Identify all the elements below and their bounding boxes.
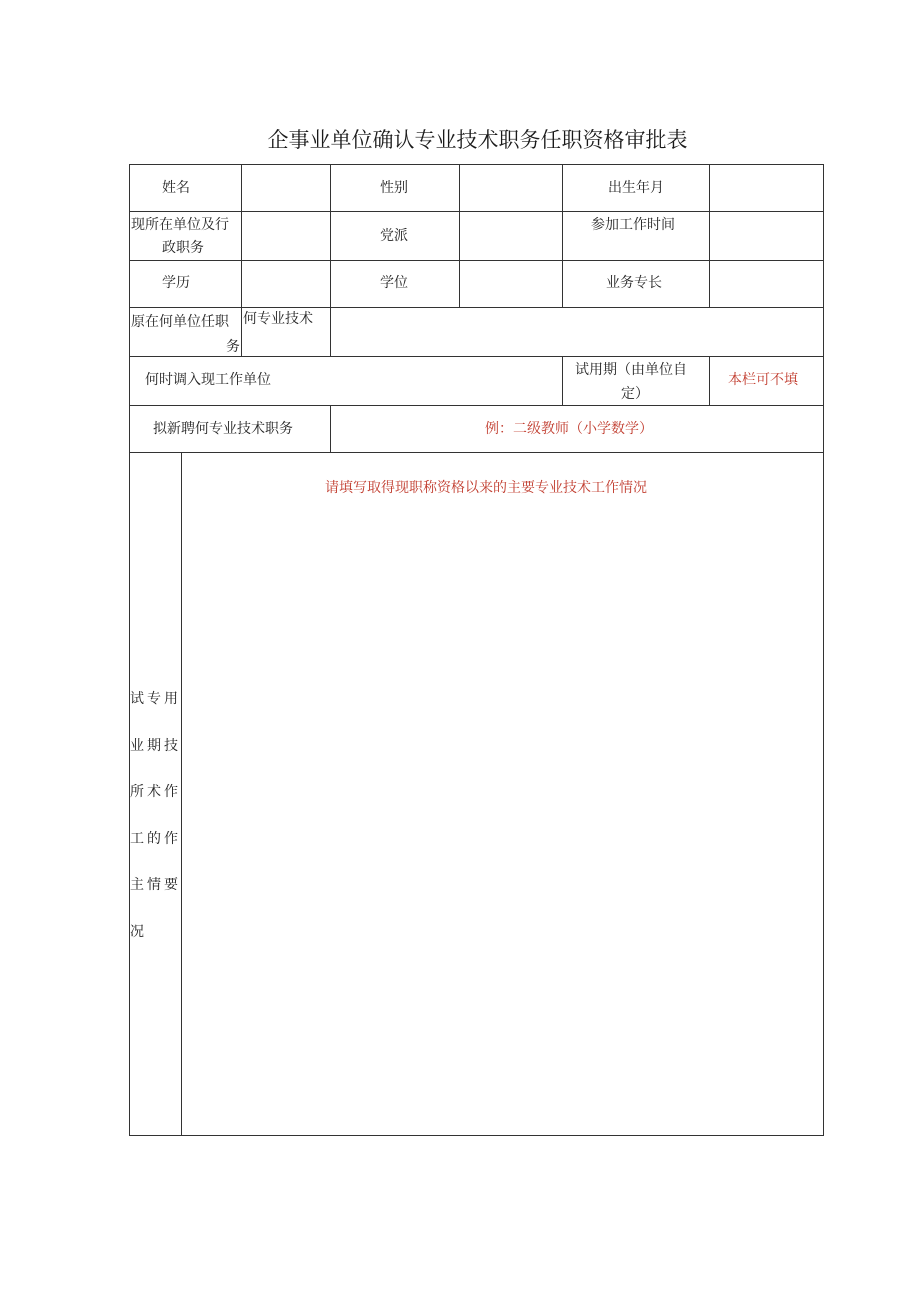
gender-label: 性别 [380,180,408,196]
column-divider [562,356,563,405]
education-label: 学历 [162,275,190,291]
transfer-date-label: 何时调入现工作单位 [145,372,271,388]
new-post-label: 拟新聘何专业技术职务 [153,421,293,437]
column-divider [241,307,242,356]
probation-label-line2: 定） [621,386,649,402]
work-start-label: 参加工作时间 [591,217,675,233]
column-divider [709,164,710,307]
current-unit-label-line2: 政职务 [162,240,204,256]
specialty-label: 业务专长 [606,275,662,291]
row-divider [129,307,824,308]
current-unit-label-line1: 现所在单位及行 [131,217,229,233]
row-divider [129,211,824,212]
column-divider [330,405,331,452]
column-divider [330,307,331,356]
column-divider [241,164,242,307]
new-post-example: 例：二级教师（小学数学） [485,421,653,437]
name-label: 姓名 [162,180,190,196]
column-divider [562,164,563,307]
previous-post-label: 何专业技术 [243,311,313,327]
column-divider [709,356,710,405]
probation-work-side-label: 试专用业期技所术作工的作主情要况 [130,691,181,940]
column-divider [330,164,331,307]
probation-label-line1: 试用期（由单位自 [575,362,687,378]
previous-unit-label-line1: 原在何单位任职 [131,314,229,330]
probation-hint: 本栏可不填 [728,372,798,388]
column-divider [459,164,460,307]
party-label: 党派 [380,228,408,244]
approval-form-table [129,164,824,1136]
page-title: 企事业单位确认专业技术职务任职资格审批表 [267,128,688,152]
row-divider [129,405,824,406]
previous-unit-label-line2: 务 [226,339,240,355]
row-divider [129,260,824,261]
birth-date-label: 出生年月 [608,180,664,196]
degree-label: 学位 [380,275,408,291]
row-divider [129,452,824,453]
work-summary-hint: 请填写取得现职称资格以来的主要专业技术工作情况 [325,480,647,496]
